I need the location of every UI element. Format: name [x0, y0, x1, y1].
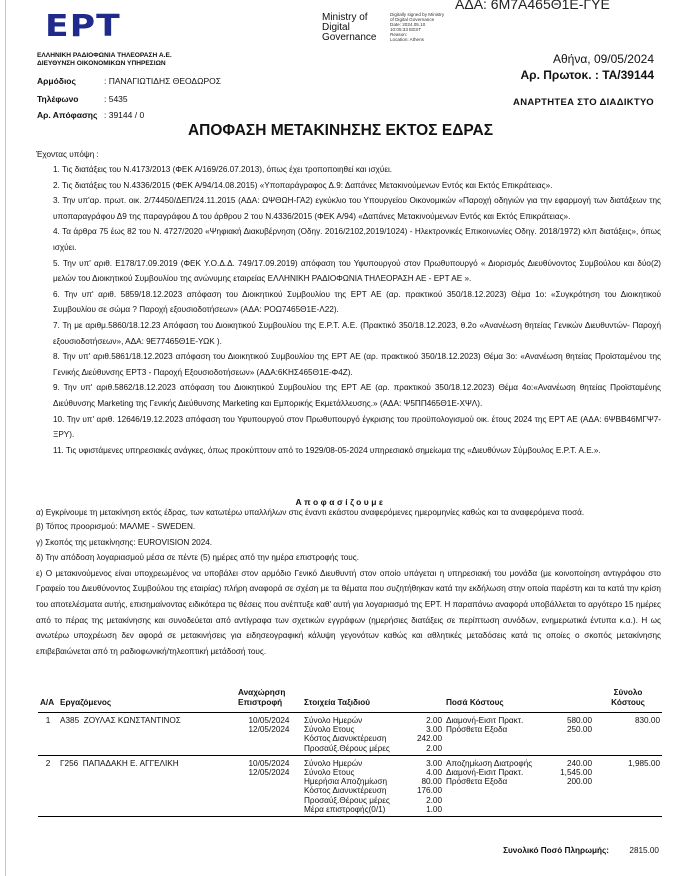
decision-item: β) Τόπος προορισμού: ΜΑΛΜΕ - SWEDEN.: [36, 522, 196, 531]
meta-key: Αρμόδιος: [37, 76, 76, 86]
consideration-item: 4. Τα άρθρα 75 έως 82 του Ν. 4727/2020 «Ψηφιακή Διακυβέρνηση (Οδηγ. 2016/2102,2019/1024) - Ηλεκτρονικές Επικοινωνίες Οδηγ. 2018/1972) κλπ διατάξεις», όπως ισχύει.: [53, 227, 661, 252]
employee-name: ΠΑΠΑΔΑΚΗ Ε. ΑΓΓΕΛΙΚΗ: [82, 758, 179, 768]
departure-date: 10/05/2024: [248, 716, 290, 725]
cost-value: 200.00: [566, 777, 592, 787]
consideration-item: 9. Την υπ' αριθ.5862/18.12.2023 απόφαση του Διοικητικού Συμβουλίου της ΕΡΤ ΑΕ (αρ. πρακτικού 350/18.12.2023) Θέμα 4ο:«Ανανέωση θητείας Προϊσταμένης Διεύθυνσης Marketing της Γενικής Διεύθυνσης Marketing και Εμπορικής Εκμετάλλευσης.» (ΑΔΑ: Ψ5ΠΠ465Θ1Ε-ΧΨΛ).: [53, 383, 661, 408]
employee-name: ΖΟΥΛΑΣ ΚΩΝΣΤΑΝΤΙΝΟΣ: [83, 716, 181, 725]
trip-label: Σύνολο Ημερών: [304, 716, 363, 725]
cell-trip-values: [404, 713, 444, 756]
col-header-employee: Εργαζόμενος: [58, 688, 236, 713]
col-header-total: [594, 688, 662, 713]
trip-label: Σύνολο Ετους: [304, 725, 355, 735]
cell-total: 830.00: [594, 713, 662, 756]
consideration-item: 3. Την υπ'αρ. πρωτ. οικ. 2/74450/ΔΕΠ/24.11.2015 (ΑΔΑ: ΩΨΘΩΗ-ΓΑ2) εγκύκλιο του Υπουργείου Οικονομικών «Παροχή οδηγιών για την εφαρμογή των διατάξεων της υποπαραγράφου Δ9 της παραγράφου Δ του άρθρου 2 του Ν.4336/2015 (ΦΕΚ Α/94) «Δαπάνες Μετακινούμενων Εντός και Εκτός Επικράτειας».: [53, 196, 661, 221]
trip-value: 80.00: [421, 777, 442, 787]
cell-total: 1,985.00: [594, 755, 662, 816]
signature-line: 10:05:33 EEST: [390, 27, 422, 32]
page-title: ΑΠΟΦΑΣΗ ΜΕΤΑΚΙΝΗΣΗΣ ΕΚΤΟΣ ΕΔΡΑΣ: [187, 122, 494, 139]
cost-label: Διαμονή-Εισιτ Πρακτ.: [446, 768, 524, 778]
cost-label: Πρόσθετα Εξοδα: [446, 725, 508, 735]
cell-dates: [236, 755, 302, 816]
meta-key: Τηλέφωνο: [37, 94, 79, 104]
signature-line: Reason:: [390, 32, 408, 37]
cost-value: 580.00: [566, 716, 592, 725]
grand-total-value: 2815.00: [629, 846, 659, 855]
departure-date: 10/05/2024: [248, 758, 290, 768]
decision-item: α) Εγκρίνουμε τη μετακίνηση εκτός έδρας, των κατωτέρω υπαλλήλων στις έναντι εκάστου αναφερόμενες ημερομηνίες καθώς και τα αναφερόμενα ποσά.: [36, 508, 585, 517]
trip-label: Κόστος Διανυκτέρευση: [304, 786, 387, 796]
signature-line: Location: Athens: [390, 37, 424, 42]
ert-logo: EPT: [45, 9, 121, 44]
cell-aa: 1: [38, 713, 58, 756]
consideration-item: 2. Τις διατάξεις του Ν.4336/2015 (ΦΕΚ Α/94/14.08.2015) «Υποπαράγραφος Δ.9: Δαπάνες Μετακινούμενων Εντός και Εκτός Επικράτειας».: [53, 180, 553, 190]
decision-item: ε) Ο μετακινούμενος είναι υποχρεωμένος να υποβάλει στον αρμόδιο Γενικό Διευθυντή στον οποίο υπάγεται η υπηρεσιακή του μονάδα (με κοινοποίηση αντιγράφου στο Γραφείο του Διευθύνοντος Συμβούλου της εταιρίας) πλήρη αναφορά σε σχέση με τα θέματα που συζητήθηκαν κατά την εκδήλωση στην οποία παρέστη και τα κατά την κρίση του αποτελέσματα αυτής, επισημαίνοντας ειδικότερα τις θέσεις που ανέπτυξε καθ' αυτή για λογαριασμό της ΕΡΤ. Η παραπάνω αναφορά υποβάλλεται το αργότερο 15 ημέρες από το πέρας της μετακίνησης και συνοδεύεται από αντίγραφα των σχετικών εγγράφων (ημερήσιες διατάξεις σε περίπτωση συνόδων, ενημερωτικά έντυπα κ.α.). Η ως ανωτέρω υποχρέωση δεν αφορά σε μετακινήσεις για ειδησεογραφική κάλυψη γεγονότων καθώς και αθλητικές μεταδόσεις κατά τις οποίες ο σκοπός μετακίνησης επιβεβαιώνεται από τη ραδιοφωνική/τηλεοπτική μετάδοσή τους.: [36, 568, 661, 656]
cell-cost-labels: [444, 713, 542, 756]
trip-label: Σύνολο Ημερών: [304, 758, 363, 768]
decision-item: γ) Σκοπός της μετακίνησης: EUROVISION 2024.: [36, 537, 213, 547]
col-header-return: Επιστροφή: [238, 698, 283, 707]
trip-label: Μέρα επιστροφής(0/1): [304, 804, 386, 814]
cell-trip-values: [404, 755, 444, 816]
trip-value: 2.00: [426, 743, 442, 753]
meta-key: Αρ. Απόφασης: [37, 110, 98, 120]
cost-value: 1,545.00: [560, 768, 592, 778]
ministry-line: Governance: [322, 32, 377, 43]
col-header-aa: Α/Α: [38, 688, 58, 713]
trip-label: Προσαύξ.Θέρους μέρες: [304, 743, 390, 753]
trip-value: 176.00: [416, 786, 442, 796]
decide-heading: Αποφασίζουμε: [295, 497, 386, 507]
intro-text: Έχοντας υπόψη :: [36, 150, 99, 159]
grand-total-label: Συνολικό Ποσό Πληρωμής:: [503, 846, 609, 855]
consideration-item: 6. Την υπ' αριθ. 5859/18.12.2023 απόφαση του Διοικητικού Συμβουλίου της ΕΡΤ ΑΕ (αρ. πρακτικού 350/18.12.2023) Θέμα 1ο: «Συγκρότηση του Διοικητικού Συμβουλίου σε σώμα ? Παροχή εξουσιοδοτήσεων» (ΑΔΑ: ΡΟΩ7465Θ1Ε-Λ22).: [53, 289, 661, 315]
cell-cost-values: [542, 755, 594, 816]
decision-item: δ) Την απόδοση λογαριασμού μέσα σε πέντε (5) ημέρες από την ημέρα επιστροφής τους.: [36, 553, 360, 563]
trip-value: 2.00: [426, 795, 442, 805]
trip-value: 3.00: [426, 725, 442, 735]
cell-dates: [236, 713, 302, 756]
trip-label: Προσαύξ.Θέρους μέρες: [304, 795, 390, 805]
meta-phone: [37, 94, 128, 104]
col-header-costs: Ποσά Κόστους: [444, 688, 594, 713]
digital-signature: [390, 12, 444, 42]
trip-value: 1.00: [426, 804, 442, 814]
meta-value: : ΠΑΝΑΓΙΩΤΙΔΗΣ ΘΕΟΔΩΡΟΣ: [104, 76, 222, 86]
cell-trip-labels: [302, 713, 404, 756]
trip-value: 4.00: [426, 768, 442, 778]
meta-value: : 5435: [104, 94, 128, 104]
costs-table: [38, 688, 662, 817]
consideration-item: 1. Τις διατάξεις του Ν.4173/2013 (ΦΕΚ Α/169/26.07.2013), όπως έχει τροποποιηθεί και ισχύει.: [53, 165, 393, 174]
col-header-dates: [236, 688, 302, 713]
cost-value: 240.00: [566, 758, 592, 768]
col-header-trip: Στοιχεία Ταξιδιού: [302, 688, 444, 713]
cost-label: Διαμονή-Εισιτ Πρακτ.: [446, 716, 524, 725]
protocol-number: Αρ. Πρωτοκ. : ΤΑ/39144: [520, 68, 654, 82]
return-date: 12/05/2024: [248, 725, 290, 735]
consideration-item: 11. Τις υφιστάμενες υπηρεσιακές ανάγκες, όπως προκύπτουν από το 1929/08-05-2024 υπηρεσιακό σημείωμα της «Διευθύνων Σύμβουλος Ε.Ρ.Τ. Α.Ε.».: [53, 445, 601, 455]
col-header-departure: Αναχώρηση: [238, 688, 286, 697]
ministry-line: Digital: [322, 22, 350, 33]
signature-line: Digitally signed by Ministry: [390, 12, 445, 17]
employee-code: Γ256: [60, 758, 79, 768]
place-date: Αθήνα, 09/05/2024: [552, 52, 654, 66]
trip-label: Κόστος Διανυκτέρευση: [304, 734, 387, 744]
cell-employee: [58, 713, 236, 756]
col-header-total-2: Κόστους: [611, 698, 645, 707]
cell-aa: 2: [38, 755, 58, 816]
trip-value: 242.00: [416, 734, 442, 744]
trip-value: 2.00: [426, 716, 442, 725]
considerations-list: [53, 162, 661, 458]
table-row: [38, 713, 662, 756]
cost-label: Αποζημίωση Διατροφής: [446, 758, 533, 768]
cell-employee: [58, 755, 236, 816]
table-row: [38, 755, 662, 816]
signature-line: Date: 2024.05.10: [390, 22, 426, 27]
table-header-row: [38, 688, 662, 713]
ministry-line: Ministry of: [322, 12, 368, 23]
trip-value: 3.00: [426, 758, 442, 768]
cost-label: Πρόσθετα Εξοδα: [446, 777, 508, 787]
ada-code: ΑΔΑ: 6Μ7Α465Θ1Ε-ΓΥΕ: [455, 0, 610, 12]
employee-code: Α385: [60, 716, 80, 725]
meta-value: : 39144 / 0: [104, 110, 145, 120]
cell-cost-labels: [444, 755, 542, 816]
signature-line: of Digital Governance: [390, 17, 435, 22]
org-line-1: ΕΛΛΗΝΙΚΗ ΡΑΔΙΟΦΩΝΙΑ ΤΗΛΕΟΡΑΣΗ Α.Ε.: [37, 52, 172, 59]
meta-responsible: [37, 76, 221, 86]
cost-value: 250.00: [566, 725, 592, 735]
meta-decision-number: [37, 110, 144, 120]
col-header-total-1: Σύνολο: [613, 688, 643, 697]
consideration-item: 5. Την υπ' αριθ. Ε178/17.09.2019 (ΦΕΚ Υ.Ο.Δ.Δ. 749/17.09.2019) απόφαση του Υφυπουργού στον Πρωθυπουργό « Διορισμός Διευθύνοντος Συμβούλου και δύο(2) μελών του Διοικητικού Συμβουλίου της ανώνυμης εταιρείας ΕΛΛΗΝΙΚΗ ΡΑΔΙΟΦΩΝΙΑ ΤΗΛΕΟΡΑΣΗ ΑΕ - ΕΡΤ ΑΕ ».: [53, 258, 661, 284]
consideration-item: 10. Την υπ' αριθ. 12646/19.12.2023 απόφαση του Υφυπουργού στον Πρωθυπουργό έγκρισης του προϋπολογισμού οικ. έτους 2024 της ΕΡΤ ΑΕ (ΑΔΑ: 6ΨΒΒ46ΜΓΨ7-ΞΡΥ).: [53, 414, 661, 440]
cell-trip-labels: [302, 755, 404, 816]
return-date: 12/05/2024: [248, 768, 290, 778]
org-line-2: ΔΙΕΥΘΥΝΣΗ ΟΙΚΟΝΟΜΙΚΩΝ ΥΠΗΡΕΣΙΩΝ: [37, 60, 166, 67]
organization-name: [37, 52, 172, 68]
consideration-item: 7. Τη με αριθμ.5860/18.12.23 Απόφαση του Διοικητικού Συμβουλίου της Ε.Ρ.Τ. Α.Ε. (Πρακτικό 350/18.12.2023, θ.2ο «Ανανέωση θητείας Γενικών Διευθυντών- Παροχή εξουσιοδοτήσεων», ΑΔΑ: 9Ε77465Θ1Ε-ΥΩΚ ).: [53, 320, 661, 346]
trip-label: Ημερήσια Αποζημίωση: [304, 777, 388, 787]
decisions-list: [36, 506, 661, 659]
cell-cost-values: [542, 713, 594, 756]
ministry-name: [322, 13, 376, 43]
consideration-item: 8. Την υπ' αριθ.5861/18.12.2023 απόφαση του Διοικητικού Συμβουλίου της ΕΡΤ ΑΕ (αρ. πρακτικού 350/18.12.2023) Θέμα 3ο: «Ανανέωση θητείας Προϊσταμένου της Γενικής Διεύθυνσης ΕΡΤ3 - Παροχή Εξουσιοδοτήσεων» (ΑΔΑ:6ΚΗΣ465Θ1Ε-Φ4Ζ).: [53, 352, 661, 377]
publish-note: ΑΝΑΡΤΗΤΕΑ ΣΤΟ ΔΙΑΔΙΚΤΥΟ: [513, 97, 654, 108]
trip-label: Σύνολο Ετους: [304, 768, 355, 778]
